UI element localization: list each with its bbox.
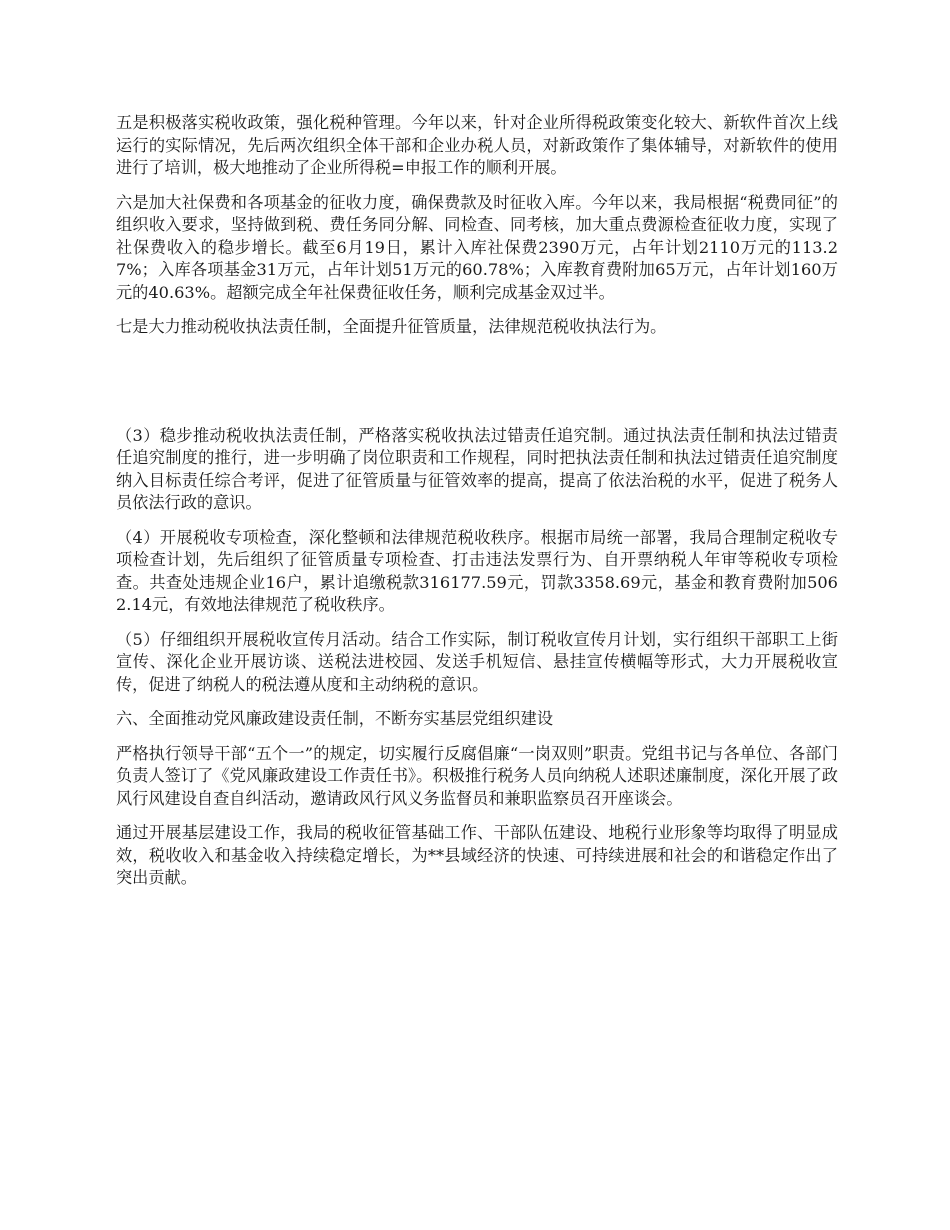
section-heading-six: 六、全面推动党风廉政建设责任制，不断夯实基层党组织建设: [116, 709, 554, 728]
paragraph-enforcement-heading: 七是大力推动税收执法责任制，全面提升征管质量，法律规范税收执法行为。: [116, 317, 667, 336]
paragraph-item-4: （4）开展税收专项检查，深化整顿和法律规范税收秩序。根据市局统一部署，我局合理制定税收专项检查计划，先后组织了征管质量专项检查、打击违法发票行为、自开票纳税人年审等税收专项检查。共查处违规企业16户，累计追缴税款316177.59元，罚款3358.69元，基金和教育费附加5062.14元，有效地法律规范了税收秩序。: [116, 527, 838, 614]
paragraph-social-security: 六是加大社保费和各项基金的征收力度，确保费款及时征收入库。今年以来，我局根据“税费同征”的组织收入要求，坚持做到税、费任务同分解、同检查、同考核，加大重点费源检查征收力度，实现了社保费收入的稳步增长。截至6月19日，累计入库社保费2390万元，占年计划2110万元的113.27%；入库各项基金31万元，占年计划51万元的60.78%；入库教育费附加65万元，占年计划160万元的40.63%。超额完成全年社保费征收任务，顺利完成基金双过半。: [116, 192, 838, 302]
blank-space: [116, 351, 838, 425]
paragraph-conclusion: 通过开展基层建设工作，我局的税收征管基础工作、干部队伍建设、地税行业形象等均取得了明显成效，税收收入和基金收入持续稳定增长，为**县域经济的快速、可持续进展和社会的和谐稳定作出了突出贡献。: [116, 823, 838, 887]
paragraph-anti-corruption: 严格执行领导干部“五个一”的规定，切实履行反腐倡廉“一岗双则”职责。党组书记与各单位、各部门负责人签订了《党风廉政建设工作责任书》。积极推行税务人员向纳税人述职述廉制度，深化开展了政风行风建设自查自纠活动，邀请政风行风义务监督员和兼职监察员召开座谈会。: [116, 743, 838, 808]
paragraph-tax-policy: 五是积极落实税收政策，强化税种管理。今年以来，针对企业所得税政策变化较大、新软件首次上线运行的实际情况，先后两次组织全体干部和企业办税人员，对新政策作了集体辅导，对新软件的使用进行了培训，极大地推动了企业所得税=申报工作的顺利开展。: [116, 113, 838, 177]
document-body: [116, 112, 838, 902]
paragraph-item-3: （3）稳步推动税收执法责任制，严格落实税收执法过错责任追究制。通过执法责任制和执法过错责任追究制度的推行，进一步明确了岗位职责和工作规程，同时把执法责任制和执法过错责任追究制度纳入目标责任综合考评，促进了征管质量与征管效率的提高，提高了依法治税的水平，促进了税务人员依法行政的意识。: [116, 425, 838, 512]
paragraph-item-5: （5）仔细组织开展税收宣传月活动。结合工作实际，制订税收宣传月计划，实行组织干部职工上街宣传、深化企业开展访谈、送税法进校园、发送手机短信、悬挂宣传横幅等形式，大力开展税收宣传，促进了纳税人的税法遵从度和主动纳税的意识。: [116, 629, 838, 694]
